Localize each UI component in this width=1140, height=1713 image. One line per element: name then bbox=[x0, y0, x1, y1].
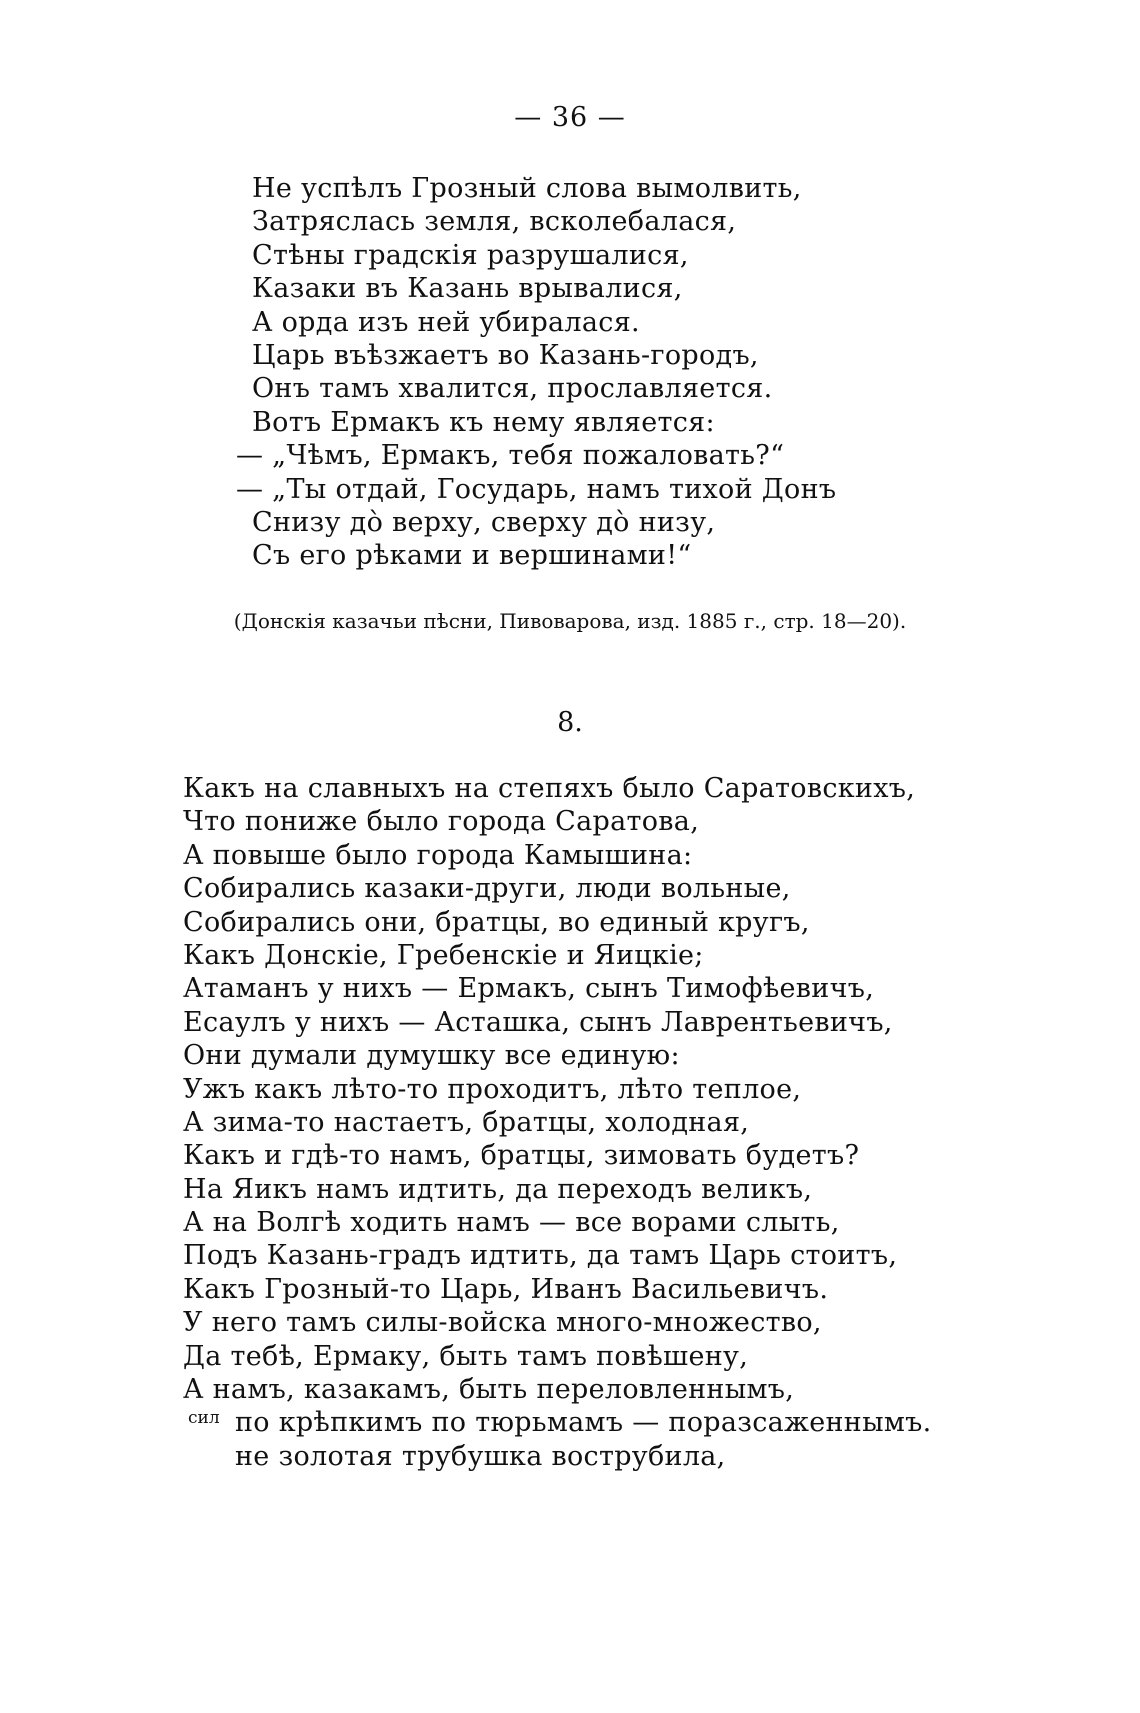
poem-line: по крѣпкимъ по тюрьмамъ — поразсаженнымъ. bbox=[235, 1407, 932, 1439]
poem-line: Какъ Грозный-то Царь, Иванъ Васильевичъ. bbox=[183, 1273, 829, 1305]
poem-line: не золотая трубушка вострубила, bbox=[235, 1440, 726, 1472]
poem-stanza-2 bbox=[183, 772, 932, 1473]
poem-line: Какъ Донскіе, Гребенскіе и Яицкіе; bbox=[183, 939, 704, 971]
poem-line: Вотъ Ермакъ къ нему является: bbox=[252, 406, 715, 438]
poem-line: А зима-то настаетъ, братцы, холодная, bbox=[183, 1106, 750, 1138]
poem-line: Затряслась земля, всколебалася, bbox=[252, 206, 737, 238]
poem-line: На Яикъ намъ идтить, да переходъ великъ, bbox=[183, 1173, 813, 1205]
poem-line: Собирались они, братцы, во единый кругъ, bbox=[183, 906, 810, 938]
poem-line: А намъ, казакамъ, быть переловленнымъ, bbox=[183, 1374, 795, 1406]
poem-line: Онъ тамъ хвалится, прославляется. bbox=[252, 373, 773, 405]
poem-line: Какъ на славныхъ на степяхъ было Саратовскихъ, bbox=[183, 773, 916, 804]
poem-line: Снизу до̀ верху, сверху до̀ низу, bbox=[252, 506, 716, 538]
poem-line: Да тебѣ, Ермаку, быть тамъ повѣшену, bbox=[183, 1340, 749, 1372]
poem-line: Что пониже было города Саратова, bbox=[183, 806, 700, 838]
poem-line: Съ его рѣками и вершинами!“ bbox=[252, 540, 692, 572]
poem-line: У него тамъ силы-войска много-множество, bbox=[183, 1307, 822, 1339]
poem-line: — „Чѣмъ, Ермакъ, тебя пожаловать?“ bbox=[236, 440, 785, 472]
poem-line: А орда изъ ней убиралася. bbox=[252, 306, 640, 338]
poem-line: А на Волгѣ ходить намъ — все ворами слыть, bbox=[183, 1207, 840, 1239]
poem-line: Атаманъ у нихъ — Ермакъ, сынъ Тимофѣевичъ, bbox=[183, 973, 875, 1005]
poem-line: — „Ты отдай, Государь, намъ тихой Донъ bbox=[236, 473, 837, 505]
poem-stanza-1 bbox=[236, 172, 837, 573]
poem-line: Есаулъ у нихъ — Асташка, сынъ Лаврентьевичъ, bbox=[183, 1006, 893, 1038]
page-number: — 36 — bbox=[514, 102, 626, 133]
poem-line: Ужъ какъ лѣто-то проходитъ, лѣто теплое, bbox=[183, 1073, 802, 1105]
poem-line: Царь въѣзжаетъ во Казань-городъ, bbox=[252, 339, 759, 371]
poem-line: Какъ и гдѣ-то намъ, братцы, зимовать будетъ? bbox=[183, 1140, 860, 1172]
marginal-note: сил bbox=[188, 1408, 220, 1428]
poem-line: Они думали думушку все единую: bbox=[183, 1040, 680, 1072]
poem-line: Стѣны градскія разрушалися, bbox=[252, 239, 689, 271]
poem-line: Не успѣлъ Грозный слова вымолвить, bbox=[252, 173, 802, 204]
poem-line: Подъ Казань-градъ идтить, да тамъ Царь стоитъ, bbox=[183, 1240, 898, 1272]
source-citation: (Донскія казачьи пѣсни, Пивоварова, изд. 1885 г., стр. 18—20). bbox=[233, 609, 907, 633]
poem-line: Собирались казаки-други, люди вольные, bbox=[183, 873, 791, 905]
poem-line: Казаки въ Казань врывалися, bbox=[252, 273, 683, 305]
section-number: 8. bbox=[557, 707, 583, 738]
poem-line: А повыше было города Камышина: bbox=[183, 839, 693, 871]
